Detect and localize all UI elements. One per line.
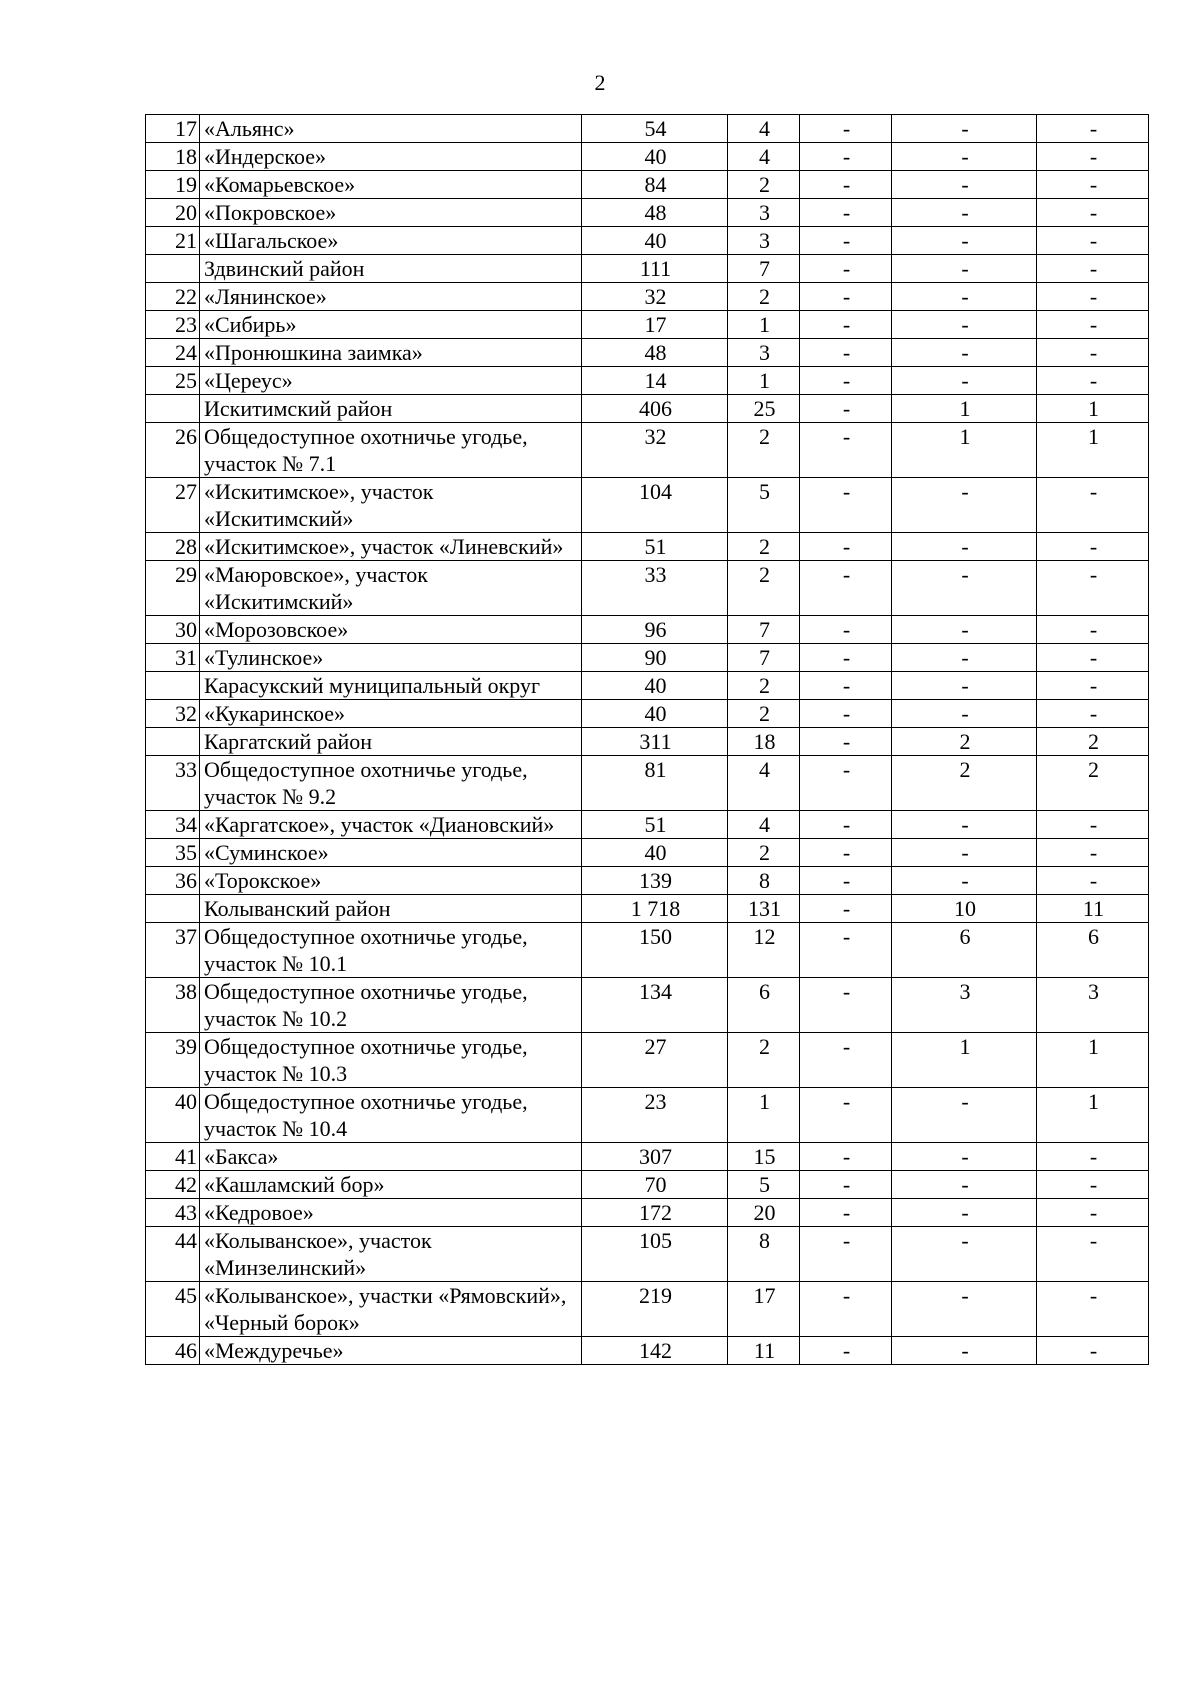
value-cell-4: 1 [892,423,1037,478]
table-row [146,283,1149,311]
value-cell-2: 4 [728,143,800,171]
value-cell-2: 2 [728,700,800,728]
value-cell-5: 1 [1037,1033,1149,1088]
value-cell-5: 1 [1037,1088,1149,1143]
table-row [146,1199,1149,1227]
value-cell-5: - [1037,339,1149,367]
value-cell-1: 40 [582,700,728,728]
value-cell-3: - [800,395,892,423]
value-cell-5: - [1037,533,1149,561]
value-cell-1: 104 [582,478,728,533]
row-number-cell: 32 [146,700,200,728]
row-number-cell: 31 [146,644,200,672]
value-cell-4: - [892,1143,1037,1171]
value-cell-1: 172 [582,1199,728,1227]
value-cell-5: - [1037,171,1149,199]
table-body [146,115,1149,1365]
table-row [146,1282,1149,1337]
value-cell-1: 40 [582,227,728,255]
value-cell-2: 25 [728,395,800,423]
value-cell-4: - [892,339,1037,367]
table-row [146,756,1149,811]
value-cell-2: 8 [728,1227,800,1282]
value-cell-3: - [800,199,892,227]
value-cell-3: - [800,728,892,756]
value-cell-3: - [800,339,892,367]
value-cell-3: - [800,839,892,867]
district-row [146,728,1149,756]
value-cell-4: - [892,867,1037,895]
value-cell-5: - [1037,1227,1149,1282]
value-cell-4: 1 [892,395,1037,423]
value-cell-5: - [1037,1143,1149,1171]
row-number-cell: 34 [146,811,200,839]
value-cell-5: - [1037,115,1149,143]
row-number-cell: 45 [146,1282,200,1337]
value-cell-1: 27 [582,1033,728,1088]
value-cell-3: - [800,533,892,561]
value-cell-3: - [800,1171,892,1199]
table-row [146,171,1149,199]
value-cell-3: - [800,672,892,700]
table-row [146,1337,1149,1365]
row-number-cell: 33 [146,756,200,811]
value-cell-2: 4 [728,756,800,811]
row-number-cell: 23 [146,311,200,339]
value-cell-2: 1 [728,311,800,339]
value-cell-2: 2 [728,533,800,561]
district-row [146,255,1149,283]
value-cell-1: 48 [582,339,728,367]
value-cell-1: 48 [582,199,728,227]
table-row [146,367,1149,395]
hunting-grounds-table [145,114,1149,1365]
value-cell-3: - [800,644,892,672]
row-number-cell: 39 [146,1033,200,1088]
value-cell-3: - [800,1088,892,1143]
value-cell-3: - [800,923,892,978]
value-cell-5: - [1037,283,1149,311]
row-number-cell: 22 [146,283,200,311]
value-cell-1: 134 [582,978,728,1033]
value-cell-4: - [892,115,1037,143]
value-cell-4: 6 [892,923,1037,978]
hunting-ground-name-cell: «Сибирь» [200,311,582,339]
row-number-cell: 17 [146,115,200,143]
value-cell-4: - [892,1282,1037,1337]
value-cell-2: 3 [728,199,800,227]
hunting-ground-name-cell: «Бакса» [200,1143,582,1171]
row-number-cell: 46 [146,1337,200,1365]
value-cell-3: - [800,1033,892,1088]
value-cell-3: - [800,478,892,533]
value-cell-3: - [800,700,892,728]
hunting-ground-name-cell: «Морозовское» [200,616,582,644]
row-number-cell: 25 [146,367,200,395]
value-cell-2: 2 [728,171,800,199]
value-cell-4: - [892,311,1037,339]
value-cell-2: 12 [728,923,800,978]
value-cell-3: - [800,1282,892,1337]
value-cell-4: - [892,533,1037,561]
row-number-cell: 36 [146,867,200,895]
value-cell-4: - [892,1227,1037,1282]
value-cell-4: - [892,143,1037,171]
value-cell-3: - [800,1199,892,1227]
value-cell-1: 311 [582,728,728,756]
value-cell-5: 3 [1037,978,1149,1033]
value-cell-5: 11 [1037,895,1149,923]
value-cell-2: 20 [728,1199,800,1227]
district-row [146,395,1149,423]
row-number-cell: 43 [146,1199,200,1227]
table-row [146,1088,1149,1143]
value-cell-4: - [892,700,1037,728]
value-cell-4: 10 [892,895,1037,923]
value-cell-1: 40 [582,143,728,171]
value-cell-5: - [1037,1171,1149,1199]
value-cell-2: 1 [728,367,800,395]
table-row [146,115,1149,143]
value-cell-4: 1 [892,1033,1037,1088]
value-cell-2: 1 [728,1088,800,1143]
value-cell-3: - [800,561,892,616]
value-cell-1: 111 [582,255,728,283]
table-row [146,227,1149,255]
table-row [146,1143,1149,1171]
value-cell-1: 32 [582,283,728,311]
value-cell-5: - [1037,255,1149,283]
value-cell-4: - [892,1199,1037,1227]
hunting-ground-name-cell: «Колыванское», участки «Рямовский», «Черный борок» [200,1282,582,1337]
hunting-ground-name-cell: «Каргатское», участок «Диановский» [200,811,582,839]
row-number-cell: 42 [146,1171,200,1199]
hunting-ground-name-cell: Искитимский район [200,395,582,423]
value-cell-2: 2 [728,1033,800,1088]
value-cell-5: - [1037,700,1149,728]
value-cell-3: - [800,143,892,171]
hunting-ground-name-cell: «Лянинское» [200,283,582,311]
value-cell-4: - [892,1337,1037,1365]
hunting-ground-name-cell: «Колыванское», участок «Минзелинский» [200,1227,582,1282]
table-row [146,978,1149,1033]
value-cell-4: - [892,478,1037,533]
value-cell-5: 1 [1037,395,1149,423]
hunting-ground-name-cell: Общедоступное охотничье угодье, участок № 9.2 [200,756,582,811]
hunting-ground-name-cell: Карасукский муниципальный округ [200,672,582,700]
table-row [146,923,1149,978]
row-number-cell: 41 [146,1143,200,1171]
value-cell-3: - [800,616,892,644]
value-cell-2: 18 [728,728,800,756]
table-row [146,700,1149,728]
value-cell-5: - [1037,672,1149,700]
value-cell-1: 70 [582,1171,728,1199]
hunting-ground-name-cell: Общедоступное охотничье угодье, участок № 10.2 [200,978,582,1033]
value-cell-5: 2 [1037,756,1149,811]
value-cell-3: - [800,227,892,255]
hunting-ground-name-cell: «Маюровское», участок «Искитимский» [200,561,582,616]
value-cell-4: - [892,811,1037,839]
value-cell-4: - [892,367,1037,395]
value-cell-4: 3 [892,978,1037,1033]
hunting-ground-name-cell: Общедоступное охотничье угодье, участок № 10.3 [200,1033,582,1088]
value-cell-3: - [800,311,892,339]
district-row [146,895,1149,923]
value-cell-2: 3 [728,339,800,367]
value-cell-1: 40 [582,839,728,867]
value-cell-5: - [1037,811,1149,839]
table-row [146,644,1149,672]
hunting-ground-name-cell: «Покровское» [200,199,582,227]
table-row [146,423,1149,478]
value-cell-3: - [800,1143,892,1171]
value-cell-1: 17 [582,311,728,339]
value-cell-5: - [1037,644,1149,672]
hunting-ground-name-cell: «Комарьевское» [200,171,582,199]
row-number-cell: 37 [146,923,200,978]
table-row [146,143,1149,171]
row-number-cell [146,395,200,423]
table-row [146,1227,1149,1282]
value-cell-1: 32 [582,423,728,478]
table-row [146,561,1149,616]
table-row [146,339,1149,367]
value-cell-1: 54 [582,115,728,143]
row-number-cell: 44 [146,1227,200,1282]
value-cell-1: 219 [582,1282,728,1337]
hunting-ground-name-cell: «Шагальское» [200,227,582,255]
table-row [146,199,1149,227]
row-number-cell: 30 [146,616,200,644]
table-row [146,478,1149,533]
hunting-ground-name-cell: Здвинский район [200,255,582,283]
row-number-cell: 28 [146,533,200,561]
value-cell-3: - [800,756,892,811]
table-row [146,867,1149,895]
value-cell-1: 40 [582,672,728,700]
value-cell-2: 2 [728,283,800,311]
value-cell-2: 2 [728,672,800,700]
hunting-ground-name-cell: «Кашламский бор» [200,1171,582,1199]
value-cell-5: - [1037,227,1149,255]
value-cell-1: 51 [582,533,728,561]
value-cell-1: 96 [582,616,728,644]
value-cell-1: 23 [582,1088,728,1143]
value-cell-2: 5 [728,478,800,533]
hunting-ground-name-cell: Каргатский район [200,728,582,756]
value-cell-1: 81 [582,756,728,811]
value-cell-2: 7 [728,255,800,283]
hunting-ground-name-cell: «Искитимское», участок «Линевский» [200,533,582,561]
value-cell-5: - [1037,867,1149,895]
row-number-cell [146,672,200,700]
value-cell-1: 307 [582,1143,728,1171]
value-cell-1: 105 [582,1227,728,1282]
value-cell-4: - [892,199,1037,227]
value-cell-1: 406 [582,395,728,423]
value-cell-3: - [800,423,892,478]
value-cell-3: - [800,811,892,839]
value-cell-2: 17 [728,1282,800,1337]
row-number-cell: 35 [146,839,200,867]
value-cell-2: 4 [728,115,800,143]
hunting-ground-name-cell: «Суминское» [200,839,582,867]
hunting-ground-name-cell: «Кукаринское» [200,700,582,728]
value-cell-2: 15 [728,1143,800,1171]
value-cell-3: - [800,255,892,283]
value-cell-4: - [892,171,1037,199]
value-cell-3: - [800,1227,892,1282]
table-row [146,811,1149,839]
value-cell-2: 5 [728,1171,800,1199]
table-row [146,1033,1149,1088]
hunting-ground-name-cell: «Пронюшкина заимка» [200,339,582,367]
value-cell-4: - [892,1088,1037,1143]
table-row [146,1171,1149,1199]
row-number-cell: 20 [146,199,200,227]
value-cell-5: 1 [1037,423,1149,478]
value-cell-4: - [892,644,1037,672]
table-row [146,839,1149,867]
value-cell-2: 2 [728,423,800,478]
value-cell-4: - [892,561,1037,616]
value-cell-2: 2 [728,839,800,867]
row-number-cell: 21 [146,227,200,255]
hunting-ground-name-cell: Общедоступное охотничье угодье, участок № 7.1 [200,423,582,478]
value-cell-5: - [1037,616,1149,644]
row-number-cell: 19 [146,171,200,199]
value-cell-5: - [1037,1282,1149,1337]
table-row [146,616,1149,644]
value-cell-5: - [1037,1337,1149,1365]
value-cell-4: - [892,616,1037,644]
table-row [146,311,1149,339]
hunting-ground-name-cell: «Междуречье» [200,1337,582,1365]
value-cell-3: - [800,115,892,143]
value-cell-1: 90 [582,644,728,672]
value-cell-2: 8 [728,867,800,895]
value-cell-2: 6 [728,978,800,1033]
value-cell-3: - [800,367,892,395]
row-number-cell: 38 [146,978,200,1033]
value-cell-5: - [1037,199,1149,227]
hunting-ground-name-cell: «Индерское» [200,143,582,171]
hunting-ground-name-cell: «Альянс» [200,115,582,143]
row-number-cell [146,255,200,283]
row-number-cell [146,728,200,756]
value-cell-2: 2 [728,561,800,616]
value-cell-5: - [1037,561,1149,616]
hunting-ground-name-cell: «Тулинское» [200,644,582,672]
value-cell-1: 14 [582,367,728,395]
value-cell-4: - [892,1171,1037,1199]
value-cell-2: 3 [728,227,800,255]
value-cell-2: 7 [728,616,800,644]
value-cell-1: 142 [582,1337,728,1365]
value-cell-5: 6 [1037,923,1149,978]
row-number-cell: 29 [146,561,200,616]
district-row [146,672,1149,700]
value-cell-4: - [892,283,1037,311]
value-cell-5: - [1037,1199,1149,1227]
value-cell-3: - [800,171,892,199]
hunting-ground-name-cell: Общедоступное охотничье угодье, участок № 10.4 [200,1088,582,1143]
table-row [146,533,1149,561]
value-cell-5: 2 [1037,728,1149,756]
value-cell-1: 84 [582,171,728,199]
value-cell-5: - [1037,311,1149,339]
hunting-ground-name-cell: «Искитимское», участок «Искитимский» [200,478,582,533]
value-cell-1: 33 [582,561,728,616]
value-cell-2: 4 [728,811,800,839]
value-cell-2: 131 [728,895,800,923]
value-cell-4: 2 [892,756,1037,811]
row-number-cell: 18 [146,143,200,171]
hunting-ground-name-cell: «Кедровое» [200,1199,582,1227]
page-number: 2 [594,70,606,95]
value-cell-2: 11 [728,1337,800,1365]
row-number-cell: 24 [146,339,200,367]
value-cell-4: - [892,672,1037,700]
value-cell-3: - [800,867,892,895]
hunting-ground-name-cell: «Торокское» [200,867,582,895]
value-cell-1: 139 [582,867,728,895]
value-cell-3: - [800,1337,892,1365]
value-cell-1: 51 [582,811,728,839]
value-cell-4: - [892,255,1037,283]
value-cell-4: - [892,227,1037,255]
value-cell-3: - [800,283,892,311]
value-cell-5: - [1037,839,1149,867]
value-cell-5: - [1037,478,1149,533]
value-cell-3: - [800,895,892,923]
value-cell-4: 2 [892,728,1037,756]
value-cell-1: 1 718 [582,895,728,923]
value-cell-2: 7 [728,644,800,672]
value-cell-5: - [1037,143,1149,171]
row-number-cell: 26 [146,423,200,478]
value-cell-4: - [892,839,1037,867]
value-cell-1: 150 [582,923,728,978]
hunting-ground-name-cell: Общедоступное охотничье угодье, участок № 10.1 [200,923,582,978]
row-number-cell [146,895,200,923]
value-cell-3: - [800,978,892,1033]
value-cell-5: - [1037,367,1149,395]
row-number-cell: 40 [146,1088,200,1143]
row-number-cell: 27 [146,478,200,533]
hunting-ground-name-cell: Колыванский район [200,895,582,923]
hunting-ground-name-cell: «Цереус» [200,367,582,395]
